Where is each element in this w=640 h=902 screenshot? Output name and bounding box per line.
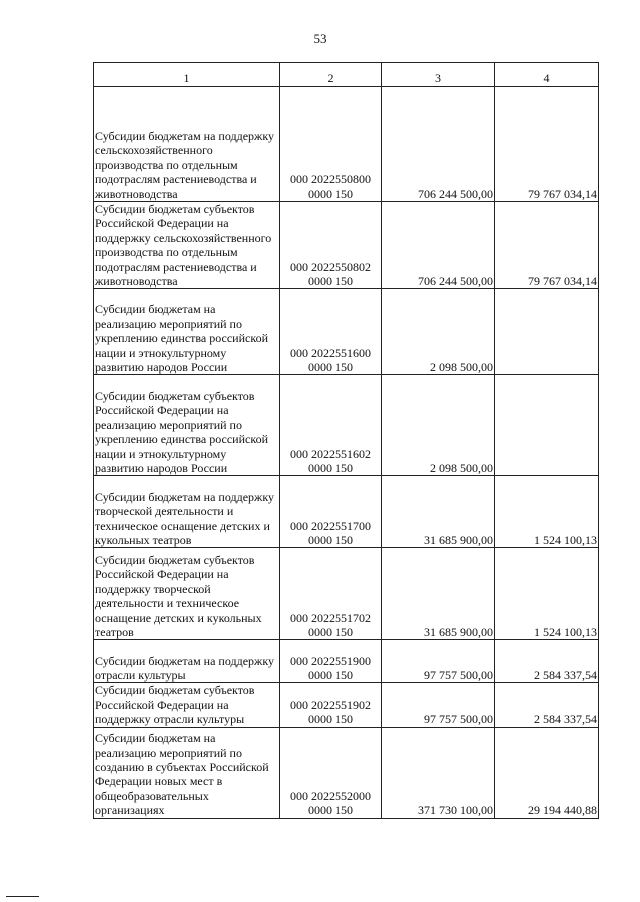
executed-amount-cell	[495, 289, 599, 375]
approved-amount-cell: 31 685 900,00	[382, 476, 495, 548]
budget-code-cell: 000 2022551900 0000 150	[280, 640, 382, 683]
table-row	[94, 202, 599, 289]
approved-amount-cell: 31 685 900,00	[382, 548, 495, 640]
table-row	[94, 87, 599, 202]
revenue-name-cell: Субсидии бюджетам на поддержку творческой деятельности и техническое оснащение детских и кукольных театров	[94, 476, 280, 548]
revenue-name-cell: Субсидии бюджетам на реализацию мероприятий по укреплению единства российской нации и этнокультурному развитию народов России	[94, 289, 280, 375]
budget-table	[93, 62, 599, 819]
table-row	[94, 683, 599, 727]
table-row	[94, 289, 599, 375]
table-header-row	[94, 63, 599, 87]
table-row	[94, 476, 599, 548]
revenue-name-cell: Субсидии бюджетам на поддержку сельскохозяйственного производства по отдельным подотраслям растениеводства и животноводства	[94, 87, 280, 202]
budget-code-cell: 000 2022551700 0000 150	[280, 476, 382, 548]
executed-amount-cell: 2 584 337,54	[495, 640, 599, 683]
approved-amount-cell: 97 757 500,00	[382, 640, 495, 683]
executed-amount-cell: 79 767 034,14	[495, 202, 599, 289]
executed-amount-cell: 2 584 337,54	[495, 683, 599, 727]
revenue-name-cell: Субсидии бюджетам субъектов Российской Федерации на поддержку творческой деятельности и техническое оснащение детских и кукольных театров	[94, 548, 280, 640]
column-header-3: 3	[382, 63, 495, 87]
revenue-name-cell: Субсидии бюджетам на поддержку отрасли культуры	[94, 640, 280, 683]
executed-amount-cell: 1 524 100,13	[495, 476, 599, 548]
approved-amount-cell: 706 244 500,00	[382, 202, 495, 289]
budget-code-cell: 000 2022552000 0000 150	[280, 727, 382, 818]
budget-code-cell: 000 2022551600 0000 150	[280, 289, 382, 375]
column-header-4: 4	[495, 63, 599, 87]
approved-amount-cell: 97 757 500,00	[382, 683, 495, 727]
budget-code-cell: 000 2022551602 0000 150	[280, 375, 382, 476]
column-header-2: 2	[280, 63, 382, 87]
executed-amount-cell: 1 524 100,13	[495, 548, 599, 640]
revenue-name-cell: Субсидии бюджетам на реализацию мероприятий по созданию в субъектах Российской Федерации новых мест в общеобразовательных организациях	[94, 727, 280, 818]
budget-code-cell: 000 2022551702 0000 150	[280, 548, 382, 640]
executed-amount-cell: 79 767 034,14	[495, 87, 599, 202]
executed-amount-cell: 29 194 440,88	[495, 727, 599, 818]
table-row	[94, 548, 599, 640]
approved-amount-cell: 706 244 500,00	[382, 87, 495, 202]
approved-amount-cell: 371 730 100,00	[382, 727, 495, 818]
column-header-1: 1	[94, 63, 280, 87]
budget-code-cell: 000 2022550802 0000 150	[280, 202, 382, 289]
executed-amount-cell	[495, 375, 599, 476]
revenue-name-cell: Субсидии бюджетам субъектов Российской Федерации на реализацию мероприятий по укреплению единства российской нации и этнокультурному развитию народов России	[94, 375, 280, 476]
budget-code-cell: 000 2022550800 0000 150	[280, 87, 382, 202]
table-row	[94, 375, 599, 476]
table-row	[94, 640, 599, 683]
approved-amount-cell: 2 098 500,00	[382, 289, 495, 375]
revenue-name-cell: Субсидии бюджетам субъектов Российской Федерации на поддержку отрасли культуры	[94, 683, 280, 727]
table-row	[94, 727, 599, 818]
revenue-name-cell: Субсидии бюджетам субъектов Российской Федерации на поддержку сельскохозяйственного производства по отдельным подотраслям растениеводства и животноводства	[94, 202, 280, 289]
budget-code-cell: 000 2022551902 0000 150	[280, 683, 382, 727]
approved-amount-cell: 2 098 500,00	[382, 375, 495, 476]
page-number: 53	[313, 31, 327, 46]
footnote-separator-line	[6, 896, 39, 897]
